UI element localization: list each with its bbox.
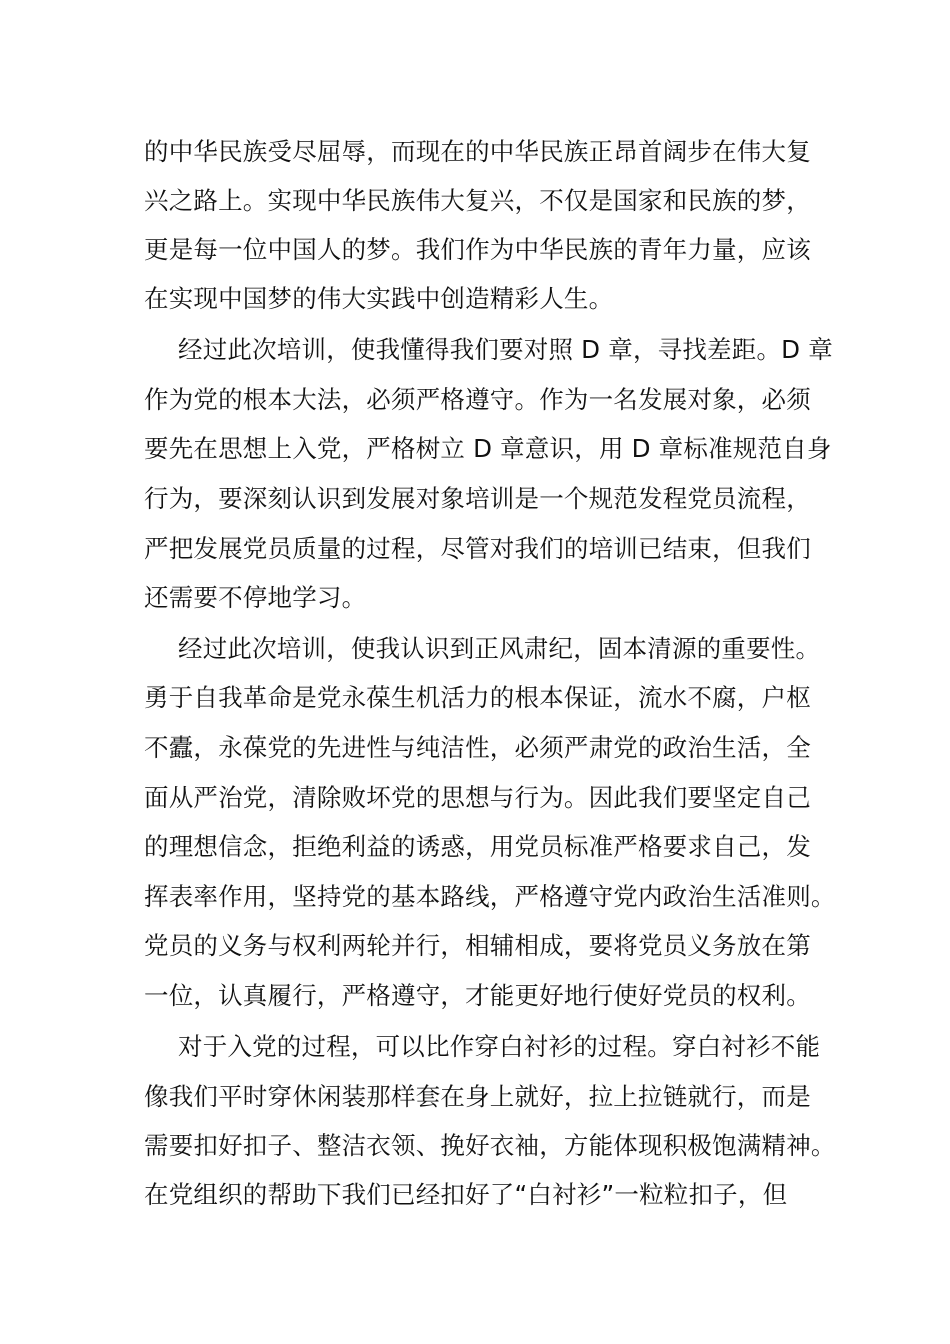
text-line: 面从严治党，清除败坏党的思想与行为。因此我们要坚定自己	[144, 783, 811, 812]
text-line: 要先在思想上入党，严格树立 D 章意识，用 D 章标准规范自身	[144, 434, 832, 463]
text-line: 兴之路上。实现中华民族伟大复兴，不仅是国家和民族的梦，	[144, 186, 811, 215]
text-line: 严把发展党员质量的过程，尽管对我们的培训已结束，但我们	[144, 534, 811, 563]
paragraph-start-line: 对于入党的过程，可以比作穿白衬衫的过程。穿白衬衫不能	[178, 1032, 821, 1061]
text-line: 更是每一位中国人的梦。我们作为中华民族的青年力量，应该	[144, 235, 811, 264]
text-line: 在党组织的帮助下我们已经扣好了“白衬衫”一粒粒扣子，但	[144, 1180, 788, 1209]
text-line: 党员的义务与权利两轮并行，相辅相成，要将党员义务放在第	[144, 931, 811, 960]
text-line: 挥表率作用，坚持党的基本路线，严格遵守党内政治生活准则。	[144, 882, 836, 911]
text-line: 的理想信念，拒绝利益的诱惑，用党员标准严格要求自己，发	[144, 832, 811, 861]
paragraph-start-line: 经过此次培训，使我认识到正风肃纪，固本清源的重要性。	[178, 634, 821, 663]
text-line: 勇于自我革命是党永葆生机活力的根本保证，流水不腐，户枢	[144, 683, 811, 712]
text-line: 像我们平时穿休闲装那样套在身上就好，拉上拉链就行，而是	[144, 1082, 811, 1111]
text-line: 还需要不停地学习。	[144, 583, 367, 612]
text-line: 需要扣好扣子、整洁衣领、挽好衣袖，方能体现积极饱满精神。	[144, 1131, 836, 1160]
text-line: 行为，要深刻认识到发展对象培训是一个规范发程党员流程，	[144, 484, 811, 513]
text-line: 在实现中国梦的伟大实践中创造精彩人生。	[144, 284, 614, 313]
paragraph-start-line: 经过此次培训，使我懂得我们要对照 D 章，寻找差距。D 章	[178, 335, 833, 364]
text-line: 作为党的根本大法，必须严格遵守。作为一名发展对象，必须	[144, 385, 811, 414]
text-line: 不蠹，永葆党的先进性与纯洁性，必须严肃党的政治生活，全	[144, 733, 811, 762]
text-line: 的中华民族受尽屈辱，而现在的中华民族正昂首阔步在伟大复	[144, 137, 811, 166]
text-line: 一位，认真履行，严格遵守，才能更好地行使好党员的权利。	[144, 981, 811, 1010]
